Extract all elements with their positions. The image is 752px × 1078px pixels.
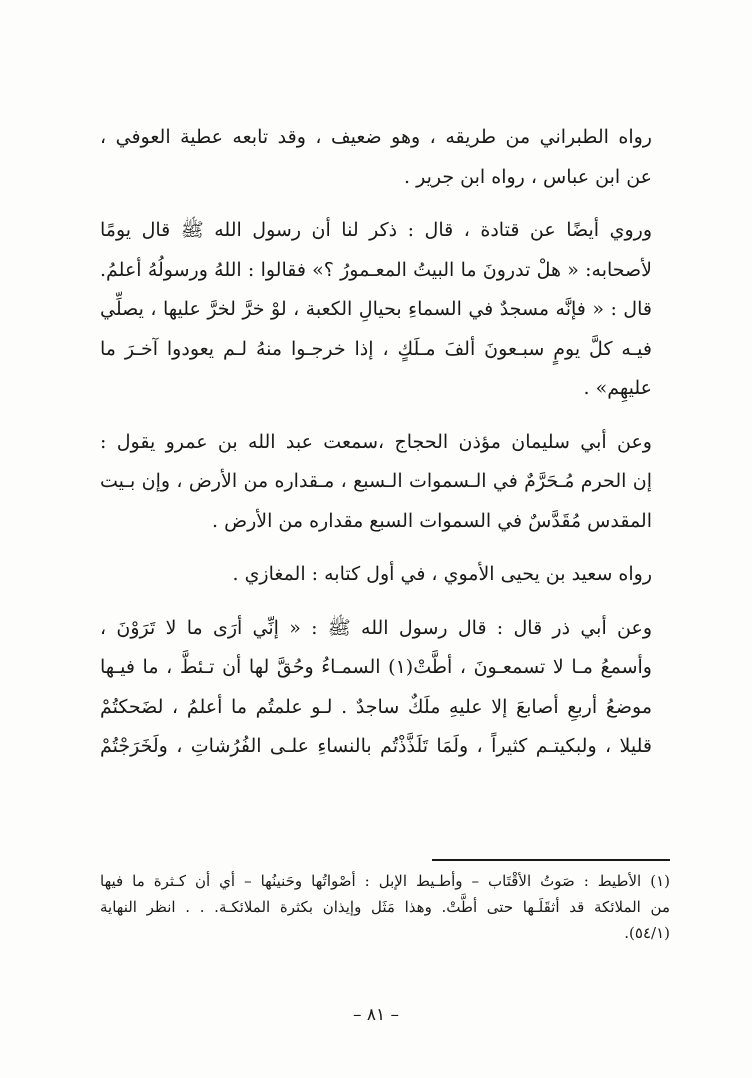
paragraph-5 xyxy=(100,609,652,767)
text-line: عليهِم» . xyxy=(583,377,652,399)
main-text xyxy=(100,118,652,781)
text-line: إن الحرم مُـحَرَّمٌ في الـسموات الـسبع ، مـقداره من الأرض ، وإن بـيت xyxy=(100,470,652,492)
footnote-line: من الملائكة قد أثقَلَـها حتى أطَّتْ. وهذا مَثَل وإيذان بكثرة الملائكـة. . . انظر النهاية xyxy=(100,898,670,916)
paragraph-3 xyxy=(100,423,652,542)
footnote-divider xyxy=(432,859,670,861)
footnote-line: (١) الأطيط : صَوتُ الأقْتَاب – وأطـيط الإبل : أصْواتُها وحَنينُها – أي أن كـثرة ما فيها xyxy=(100,872,670,890)
text-line: رواه الطبراني من طريقه ، وهو ضعيف ، وقد تابعه عطية العوفي ، xyxy=(100,126,652,148)
text-line: وعن أبي ذر قال : قال رسول الله ﷺ : « إنِّي أرَى ما لا تَرَوْنَ ، xyxy=(100,616,652,639)
text-line: قليلا ، ولبكيتـم كثيراً ، ولَمَا تَلَذَّذْتُم بالنساءِ علـى الفُرُشاتِ ، ولَخَرَجْتُمْ xyxy=(100,735,652,757)
text-line: وعن أبي سليمان مؤذن الحجاج ،سمعت عبد الله بن عمرو يقول : xyxy=(100,430,652,453)
text-line: وروي أيضًا عن قتادة ، قال : ذكر لنا أن رسول الله ﷺ قال يومًا xyxy=(100,219,652,241)
text-line: رواه سعيد بن يحيى الأموي ، في أول كتابه : المغازي . xyxy=(232,563,652,585)
paragraph-4 xyxy=(100,555,652,595)
text-line: وأسمعُ مـا لا تسمعـونَ ، أطَّتْ(١) السمـاءُ وحُقَّ لها أن تـئطَّ ، ما فيـها xyxy=(100,656,652,678)
text-line: المقدس مُقَدَّسٌ في السموات السبع مقداره من الأرض . xyxy=(212,509,652,532)
footnotes xyxy=(100,868,670,946)
paragraph-2 xyxy=(100,211,652,409)
footnote-line: (٥٤/١). xyxy=(624,924,670,942)
text-line: لأصحابه: « هلْ تدرونَ ما البيتُ المعـمورُ ؟» فقالوا : اللهُ ورسولُهُ أعلمُ. xyxy=(100,258,652,281)
page-number: – ٨١ – xyxy=(352,1005,400,1025)
text-line: قال : « فإنَّه مسجدٌ في السماءِ بحيالِ الكعبة ، لوْ خرَّ لخرَّ عليها ، يصلِّي xyxy=(100,298,652,320)
text-line: موضعُ أربعِ أصابعَ إلا عليهِ ملَكٌ ساجدٌ . لـو علمتُم ما أعلمُ ، لضَحكتُمْ xyxy=(100,695,652,718)
paragraph-1 xyxy=(100,118,652,197)
text-line: فيـه كلَّ يومٍ سبـعونَ ألفَ مـلَكٍ ، إذا خرجـوا منهُ لـم يعودوا آخـرَ ما xyxy=(100,337,652,360)
text-line: عن ابن عباس ، رواه ابن جرير . xyxy=(404,165,652,188)
